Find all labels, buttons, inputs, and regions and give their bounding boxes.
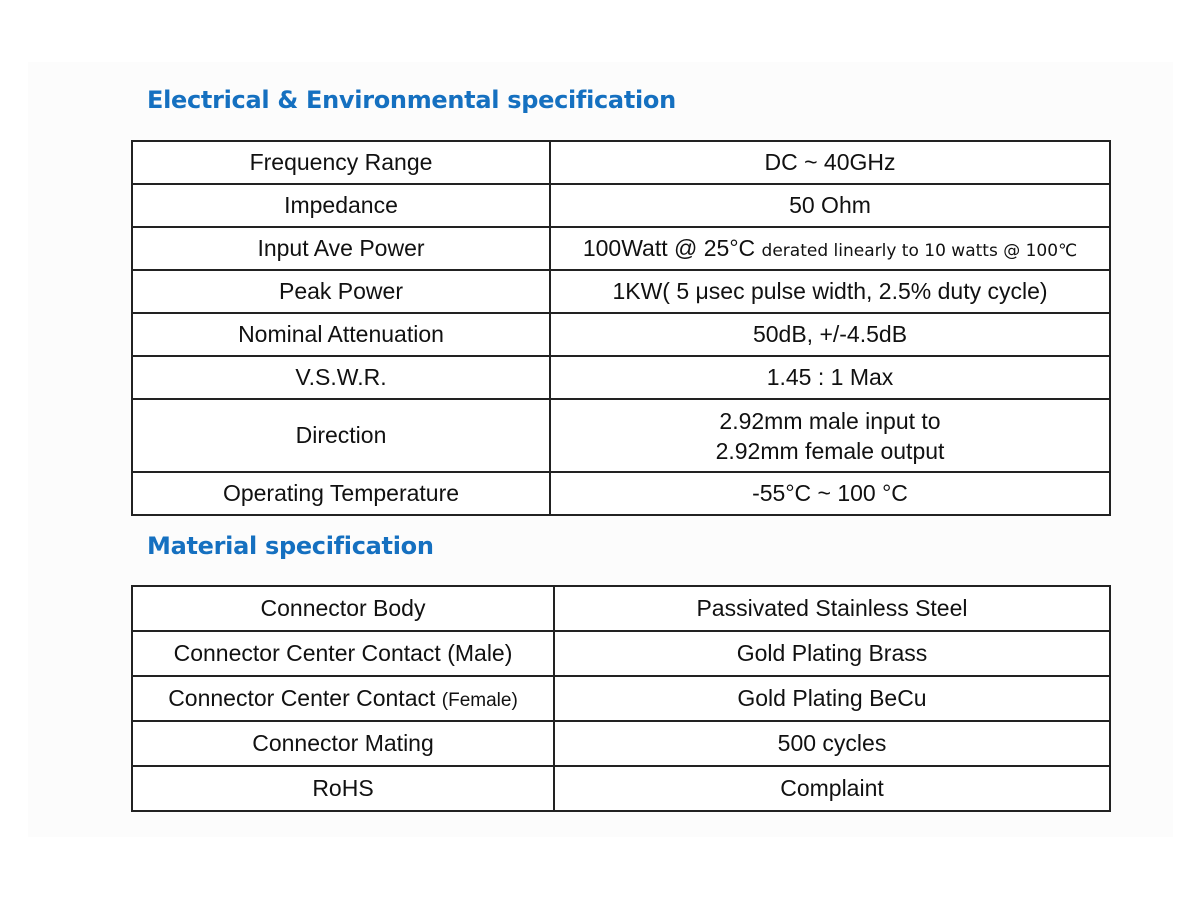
spec-label: RoHS: [132, 766, 554, 811]
table-row: [132, 270, 1110, 313]
table-row: [132, 586, 1110, 631]
spec-label-suffix: (Male): [447, 640, 513, 666]
table-row: [132, 313, 1110, 356]
spec-value-line: 2.92mm female output: [715, 437, 945, 464]
spec-label: Input Ave Power: [132, 227, 550, 270]
spec-value: [550, 399, 1110, 472]
spec-value: 50 Ohm: [550, 184, 1110, 227]
spec-label: Nominal Attenuation: [132, 313, 550, 356]
spec-label: Impedance: [132, 184, 550, 227]
spec-value: Gold Plating Brass: [554, 631, 1110, 676]
material-spec-heading: Material specification: [147, 532, 434, 560]
spec-label: [132, 676, 554, 721]
spec-label: V.S.W.R.: [132, 356, 550, 399]
spec-value-main: 100Watt @ 25°C: [582, 235, 756, 261]
spec-label: Frequency Range: [132, 141, 550, 184]
table-row: [132, 676, 1110, 721]
table-row: [132, 184, 1110, 227]
table-row: [132, 631, 1110, 676]
spec-label: Direction: [132, 399, 550, 472]
spec-label: Connector Mating: [132, 721, 554, 766]
spec-label-suffix: (Female): [441, 690, 518, 711]
spec-value: Passivated Stainless Steel: [554, 586, 1110, 631]
spec-label: Connector Body: [132, 586, 554, 631]
spec-label: [132, 631, 554, 676]
electrical-spec-heading: Electrical & Environmental specification: [147, 86, 676, 114]
spec-value: -55°C ~ 100 °C: [550, 472, 1110, 515]
table-row: [132, 227, 1110, 270]
spec-label: Operating Temperature: [132, 472, 550, 515]
spec-value: Gold Plating BeCu: [554, 676, 1110, 721]
spec-label-main: Connector Center Contact: [173, 640, 441, 666]
table-row: [132, 721, 1110, 766]
spec-value: DC ~ 40GHz: [550, 141, 1110, 184]
table-row: [132, 399, 1110, 472]
spec-value: 1KW( 5 μsec pulse width, 2.5% duty cycle): [550, 270, 1110, 313]
spec-label: Peak Power: [132, 270, 550, 313]
spec-value: 50dB, +/-4.5dB: [550, 313, 1110, 356]
spec-value: Complaint: [554, 766, 1110, 811]
electrical-spec-table: [131, 140, 1111, 516]
table-row: [132, 356, 1110, 399]
spec-value: [550, 227, 1110, 270]
table-row: [132, 472, 1110, 515]
table-row: [132, 766, 1110, 811]
table-row: [132, 141, 1110, 184]
spec-value: 500 cycles: [554, 721, 1110, 766]
spec-value: 1.45 : 1 Max: [550, 356, 1110, 399]
spec-value-line: 2.92mm male input to: [719, 407, 941, 434]
material-spec-table: [131, 585, 1111, 812]
spec-label-main: Connector Center Contact: [168, 685, 436, 711]
spec-value-note: derated linearly to 10 watts @ 100℃: [761, 241, 1078, 261]
